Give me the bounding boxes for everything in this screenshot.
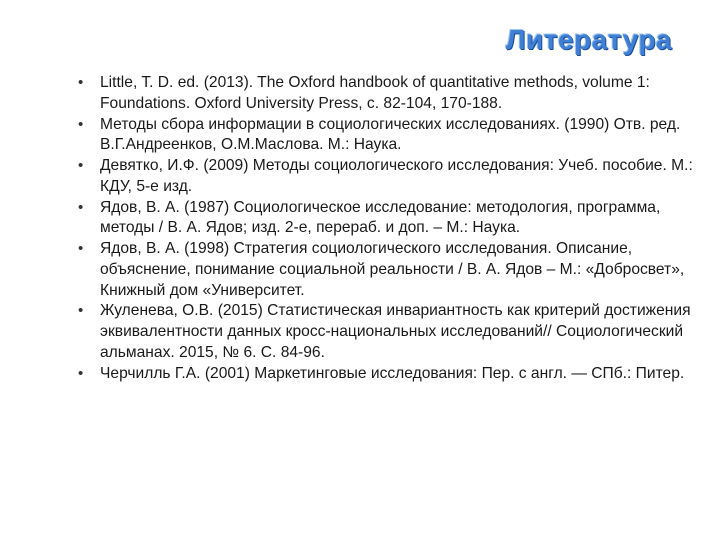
bullet-icon: • xyxy=(78,302,84,320)
reference-text: Черчилль Г.А. (2001) Маркетинговые исследования: Пер. с англ. — СПб.: Питер. xyxy=(100,364,685,382)
reference-item xyxy=(78,115,698,156)
reference-item xyxy=(78,156,698,197)
reference-text: Девятко, И.Ф. (2009) Методы социологического исследования: Учеб. пособие. М.: КДУ, 5-е изд. xyxy=(100,157,693,195)
reference-text: Ядов, В. А. (1987) Социологическое исследование: методология, программа, методы / В. А. Ядов; изд. 2-е, перераб. и доп. – М.: Наука. xyxy=(100,198,661,237)
bullet-icon: • xyxy=(78,74,84,91)
reference-list xyxy=(78,73,698,385)
reference-item xyxy=(78,364,698,385)
reference-text: Ядов, В. А. (1998) Стратегия социологического исследования. Описание, объяснение, понимание социальной реальности / В. А. Ядов – М.: «Добросвет», Книжный дом «Университет. xyxy=(100,240,685,299)
bullet-icon: • xyxy=(78,157,84,175)
reference-text: Little, T. D. ed. (2013). The Oxford handbook of quantitative methods, volume 1: Foundations. Oxford University Press, c. 82-104, 170-188. xyxy=(100,74,650,112)
reference-item xyxy=(78,198,698,239)
bullet-icon: • xyxy=(78,240,84,258)
slide-title: Литература xyxy=(505,24,672,55)
bullet-icon: • xyxy=(78,364,84,382)
reference-text: Методы сбора информации в социологических исследованиях. (1990) Отв. ред. В.Г.Андреенков, О.М.Маслова. М.: Наука. xyxy=(100,115,681,154)
reference-item xyxy=(78,73,698,114)
reference-text: Жуленева, О.В. (2015) Статистическая инвариантность как критерий достижения эквивалентности данных кросс-национальных исследований// Социологический альманах. 2015, № 6. С. 84-96. xyxy=(100,302,691,361)
bullet-icon: • xyxy=(78,198,84,216)
reference-item xyxy=(78,239,698,301)
reference-item xyxy=(78,301,698,363)
bullet-icon: • xyxy=(78,115,84,133)
